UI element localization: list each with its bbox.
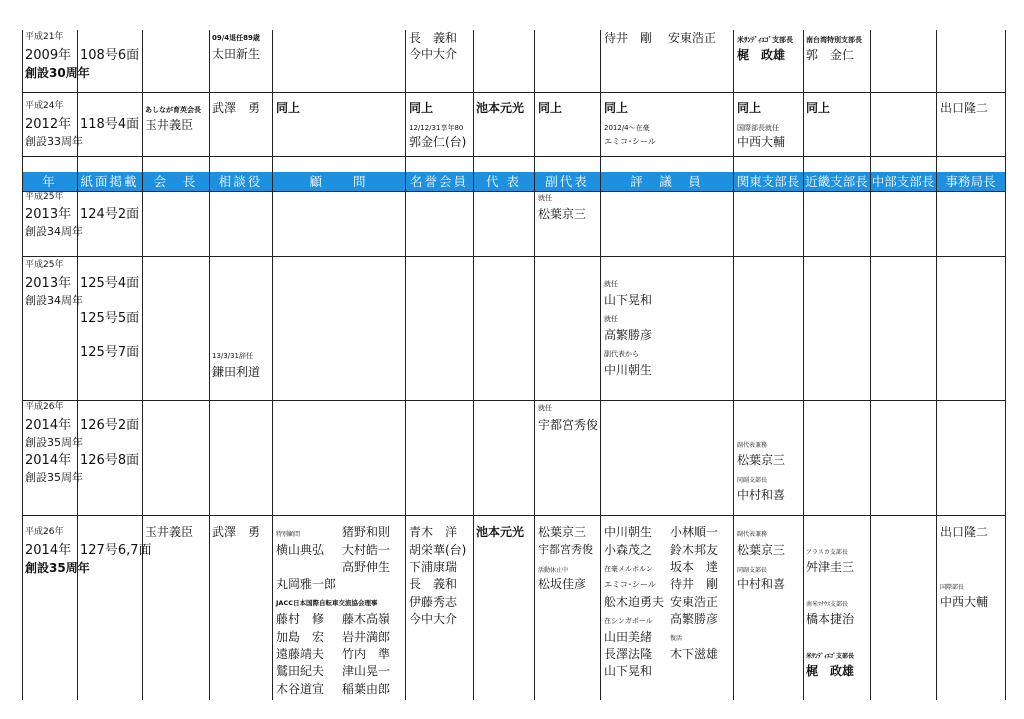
row6-anniversary: 創設35周年 bbox=[25, 561, 90, 575]
row2-rep: 池本元光 bbox=[476, 101, 525, 115]
row6-kinki-note-1: アラスカ支部長 bbox=[806, 549, 848, 556]
row6-vice-1: 松葉京三 bbox=[538, 525, 587, 539]
row1-kinki-name: 郭 金仁 bbox=[806, 48, 855, 62]
row4-councilor-note-3: 副代表から bbox=[604, 350, 639, 358]
row6-councilor-r1: 小林順一 bbox=[670, 525, 719, 539]
row6-counsel: 武澤 勇 bbox=[212, 525, 261, 539]
row2-honorary-name: 郭金仁(台) bbox=[409, 135, 467, 149]
row6-councilor-r7: 木下滋雄 bbox=[670, 647, 719, 661]
row5-issue-1: 126号2面 bbox=[80, 418, 140, 433]
row6-honorary-3: 下浦康瑞 bbox=[409, 560, 458, 574]
column-rule bbox=[600, 30, 601, 700]
row2-kanto-note: 国際部長就任 bbox=[737, 124, 779, 132]
row1-kanto-name: 梶 政雄 bbox=[737, 48, 786, 62]
row1-counsel-note: 09/4退任89歳 bbox=[212, 34, 260, 42]
row5-year-1: 2014年 bbox=[25, 418, 72, 433]
row6-advisor-left-3: 丸岡雅一郎 bbox=[276, 577, 337, 591]
row6-councilor-r6: 高繁勝彦 bbox=[670, 612, 719, 626]
row6-jacc-right-5: 稲葉由郎 bbox=[342, 682, 391, 696]
row2-kanto-same: 同上 bbox=[737, 101, 762, 115]
row2-councilor-name: エミコ･シール bbox=[604, 137, 656, 146]
row-rule bbox=[22, 256, 1005, 257]
row5-era: 平成26年 bbox=[25, 402, 64, 412]
row4-councilor-note-1: 就任 bbox=[604, 280, 618, 288]
column-rule bbox=[473, 30, 474, 700]
row5-year-2: 2014年 bbox=[25, 453, 72, 468]
column-rule bbox=[405, 30, 406, 700]
row1-kinki-note: 南台湾特別支部長 bbox=[806, 36, 862, 44]
column-rule bbox=[803, 30, 804, 700]
header-chair: 会 長 bbox=[153, 174, 198, 189]
row6-councilor-note-a: 在豪メルボルン bbox=[604, 565, 653, 573]
row6-vice-3: 松坂佳彦 bbox=[538, 577, 587, 591]
row6-advisor-right-2: 大村皓一 bbox=[342, 543, 391, 557]
row6-honorary-6: 今中大介 bbox=[409, 612, 458, 626]
row5-anniversary-1: 創設35周年 bbox=[25, 436, 83, 449]
column-rule bbox=[272, 30, 273, 700]
row1-anniversary: 創設30周年 bbox=[25, 66, 90, 80]
row6-jacc-left-3: 遠藤靖夫 bbox=[276, 647, 325, 661]
row4-issue-2: 125号5面 bbox=[80, 311, 140, 326]
row6-secretary: 出口隆二 bbox=[940, 525, 989, 539]
header-kinki: 近畿支部長 bbox=[805, 174, 868, 189]
row6-jacc-left-4: 鷲田紀夫 bbox=[276, 664, 325, 678]
column-rule bbox=[733, 30, 734, 700]
header-councilor: 評 議 員 bbox=[630, 174, 703, 189]
row1-kanto-note: 米ｻﾝﾃﾞｨｴｺﾞ支部長 bbox=[737, 36, 793, 44]
column-rule bbox=[209, 30, 210, 700]
row4-era: 平成25年 bbox=[25, 260, 64, 270]
row6-chair: 玉井義臣 bbox=[145, 525, 194, 539]
row3-anniversary: 創設34周年 bbox=[25, 225, 83, 238]
row4-councilor-note-2: 就任 bbox=[604, 315, 618, 323]
row4-counsel-name: 鎌田利道 bbox=[212, 365, 261, 379]
row6-kanto-note-1: 副代表兼務 bbox=[737, 531, 768, 538]
header-secretary: 事務局長 bbox=[945, 174, 996, 189]
row6-year: 2014年 bbox=[25, 543, 72, 558]
row6-councilor-l1: 中川朝生 bbox=[604, 525, 653, 539]
row6-kanto-name-1: 松葉京三 bbox=[737, 543, 786, 557]
row6-jacc-left-1: 藤村 修 bbox=[276, 612, 325, 626]
row6-jacc-right-4: 津山晃一 bbox=[342, 664, 391, 678]
column-rule bbox=[142, 30, 143, 700]
row6-vice-note: 活動休止中 bbox=[538, 567, 569, 574]
row1-year: 2009年 bbox=[25, 48, 72, 63]
row1-honorary-1: 長 義和 bbox=[409, 31, 458, 45]
row2-honorary-note: 12/12/31享年80 bbox=[409, 124, 464, 132]
row2-kanto-name: 中西大輔 bbox=[737, 135, 786, 149]
column-rule bbox=[77, 30, 78, 700]
row4-year: 2013年 bbox=[25, 276, 72, 291]
row6-councilor-l2: 小森茂之 bbox=[604, 543, 653, 557]
row-rule bbox=[22, 191, 1005, 192]
row5-vice-note: 就任 bbox=[538, 404, 552, 412]
row5-issue-2: 126号8面 bbox=[80, 453, 140, 468]
row6-intl-note: 国際部長 bbox=[940, 584, 965, 591]
header-chubu: 中部支部長 bbox=[871, 174, 935, 189]
row1-councilor-b: 安東浩正 bbox=[668, 31, 717, 45]
row4-anniversary: 創設34周年 bbox=[25, 294, 83, 307]
row2-councilor-note: 2012/4～在豪 bbox=[604, 124, 650, 132]
row2-councilor-same: 同上 bbox=[604, 101, 629, 115]
row6-councilor-l5: 山田美緒 bbox=[604, 630, 653, 644]
header-honorary: 名誉会員 bbox=[409, 174, 468, 189]
row6-kinki-note-3: 米ｻﾝﾃﾞｨｴｺﾞ支部長 bbox=[806, 653, 855, 660]
row1-era: 平成21年 bbox=[25, 32, 64, 42]
row-rule bbox=[22, 400, 1005, 401]
row5-kanto-name-1: 松葉京三 bbox=[737, 453, 786, 467]
row6-jacc-label: JACC日本国際自転車交流協会理事 bbox=[276, 599, 378, 607]
row6-councilor-r4: 待井 剛 bbox=[670, 577, 719, 591]
row4-issue-1: 125号4面 bbox=[80, 276, 140, 291]
row6-councilor-l6: 長澤法隆 bbox=[604, 647, 653, 661]
row6-kinki-name-1: 舛津圭三 bbox=[806, 560, 855, 574]
row4-councilor-name-3: 中川朝生 bbox=[604, 363, 653, 377]
row6-honorary-4: 長 義和 bbox=[409, 577, 458, 591]
row2-honorary-same: 同上 bbox=[409, 101, 434, 115]
row2-issue: 118号4面 bbox=[80, 117, 140, 132]
row6-vice-2: 宇都宮秀俊 bbox=[538, 543, 593, 556]
row2-counsel: 武澤 勇 bbox=[212, 101, 261, 115]
row6-councilor-note-b: 在シンガポール bbox=[604, 617, 653, 625]
row6-issue: 127号6,7面 bbox=[80, 543, 152, 558]
header-kanto: 関東支部長 bbox=[736, 174, 800, 189]
column-rule bbox=[22, 30, 23, 700]
row5-kanto-note-1: 副代表兼務 bbox=[737, 442, 768, 449]
header-advisor: 顧 問 bbox=[309, 174, 368, 189]
row6-jacc-right-3: 竹内 準 bbox=[342, 647, 391, 661]
row2-chair-name: 玉井義臣 bbox=[145, 118, 194, 132]
row4-counsel-note: 13/3/31辞任 bbox=[212, 352, 253, 360]
row6-jacc-left-5: 木谷道宣 bbox=[276, 682, 325, 696]
row2-advisor: 同上 bbox=[276, 101, 301, 115]
row4-councilor-name-1: 山下晃和 bbox=[604, 293, 653, 307]
row1-honorary-2: 今中大介 bbox=[409, 47, 458, 61]
row2-secretary: 出口隆二 bbox=[940, 101, 989, 115]
row6-honorary-5: 伊藤秀志 bbox=[409, 595, 458, 609]
row6-kinki-name-3: 梶 政雄 bbox=[806, 664, 855, 678]
row6-kinki-name-2: 橋本捷治 bbox=[806, 612, 855, 626]
row6-councilor-note-c: 復活 bbox=[670, 635, 683, 642]
row4-issue-3: 125号7面 bbox=[80, 345, 140, 360]
row-rule bbox=[22, 156, 1005, 157]
column-rule bbox=[534, 30, 535, 700]
row6-honorary-1: 青木 洋 bbox=[409, 525, 458, 539]
header-issue: 紙面掲載 bbox=[80, 174, 139, 189]
row6-jacc-right-1: 藤木高嶺 bbox=[342, 612, 391, 626]
row6-advisor-right-3: 高野伸生 bbox=[342, 560, 391, 574]
row2-kinki-same: 同上 bbox=[806, 101, 831, 115]
row6-kanto-name-2: 中村和喜 bbox=[737, 577, 786, 591]
header-counsel: 相談役 bbox=[218, 174, 263, 189]
row3-issue: 124号2面 bbox=[80, 207, 140, 222]
row6-councilor-r3: 坂本 達 bbox=[670, 560, 719, 574]
header-vice-rep: 副代表 bbox=[545, 174, 589, 189]
row1-counsel-name: 太田新生 bbox=[212, 47, 261, 61]
row1-issue: 108号6面 bbox=[80, 48, 140, 63]
row1-councilor-a: 待井 剛 bbox=[604, 31, 653, 45]
row6-jacc-right-2: 岩井満郎 bbox=[342, 630, 391, 644]
row3-vice-note: 就任 bbox=[538, 194, 552, 202]
row6-kinki-note-2: 南米ﾏﾅｳｽ支部長 bbox=[806, 601, 849, 608]
row-rule bbox=[22, 515, 1005, 516]
row3-year: 2013年 bbox=[25, 207, 72, 222]
row2-chair-note: あしなが育英会長 bbox=[145, 106, 201, 114]
row6-councilor-l3: エミコ･シール bbox=[604, 580, 656, 589]
row6-councilor-l7: 山下晃和 bbox=[604, 664, 653, 678]
column-rule bbox=[936, 30, 937, 700]
row6-jacc-left-2: 加島 宏 bbox=[276, 630, 325, 644]
column-rule bbox=[1005, 30, 1006, 700]
row6-era: 平成26年 bbox=[25, 527, 64, 537]
row5-kanto-name-2: 中村和喜 bbox=[737, 488, 786, 502]
row6-rep: 池本元光 bbox=[476, 525, 525, 539]
row3-vice-name: 松葉京三 bbox=[538, 207, 587, 221]
row5-vice-name: 宇都宮秀俊 bbox=[538, 418, 599, 432]
row6-advisor-left-1: 横山典弘 bbox=[276, 543, 325, 557]
row6-advisor-right-1: 猪野和則 bbox=[342, 525, 391, 539]
row3-era: 平成25年 bbox=[25, 192, 64, 202]
row5-anniversary-2: 創設35周年 bbox=[25, 471, 83, 484]
row6-honorary-2: 胡栄華(台) bbox=[409, 543, 467, 557]
row6-councilor-r2: 鈴木邦友 bbox=[670, 543, 719, 557]
row6-advisor-note: 特別顧問 bbox=[276, 531, 301, 538]
row6-kanto-note-2: 同副支部長 bbox=[737, 567, 768, 574]
row6-councilor-l4: 舩木迫勇夫 bbox=[604, 595, 665, 609]
row5-kanto-note-2: 同副支部長 bbox=[737, 477, 768, 484]
row-rule bbox=[22, 92, 1005, 93]
row2-anniversary: 創設33周年 bbox=[25, 135, 83, 148]
row2-vice-rep: 同上 bbox=[538, 101, 563, 115]
row6-councilor-r5: 安東浩正 bbox=[670, 595, 719, 609]
header-rep: 代 表 bbox=[486, 174, 521, 189]
column-rule bbox=[870, 30, 871, 700]
header-year: 年 bbox=[42, 174, 57, 189]
row2-year: 2012年 bbox=[25, 117, 72, 132]
row6-intl-name: 中西大輔 bbox=[940, 595, 989, 609]
row4-councilor-name-2: 高繁勝彦 bbox=[604, 328, 653, 342]
row2-era: 平成24年 bbox=[25, 101, 64, 111]
